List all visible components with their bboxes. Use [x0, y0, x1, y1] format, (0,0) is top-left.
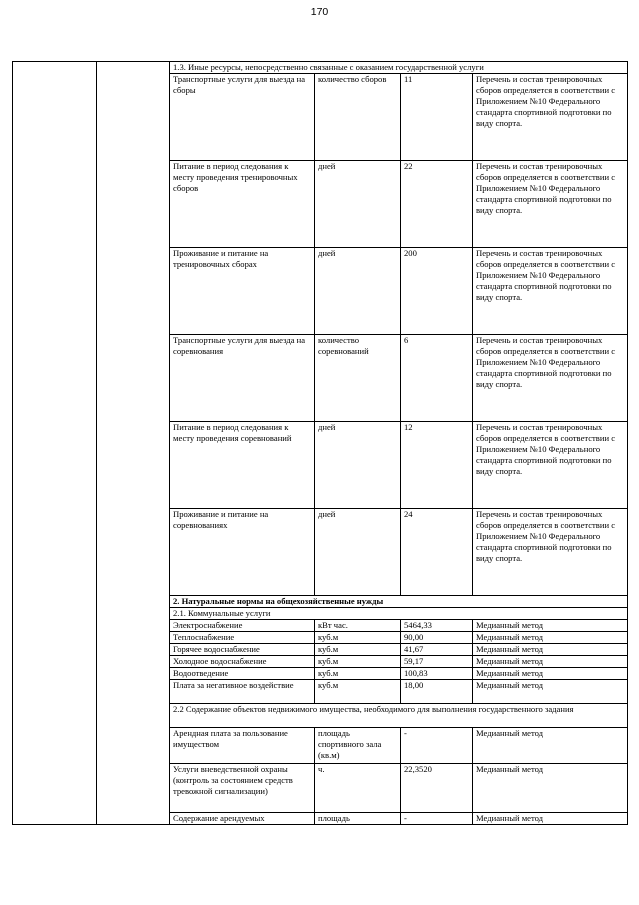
resource-value: 24 [401, 509, 473, 596]
property-unit: ч. [315, 764, 401, 813]
utility-method: Медианный метод [473, 668, 628, 680]
resource-value: 200 [401, 248, 473, 335]
property-unit: площадь спортивного зала (кв.м) [315, 728, 401, 764]
utility-method: Медианный метод [473, 620, 628, 632]
property-method: Медианный метод [473, 813, 628, 825]
utility-value: 18,00 [401, 680, 473, 704]
resource-unit: дней [315, 248, 401, 335]
utility-method: Медианный метод [473, 632, 628, 644]
resource-value: 6 [401, 335, 473, 422]
resource-method: Перечень и состав тренировочных сборов определяется в соответствии с Приложением №10 Федерального стандарта спортивной подготовки по виду спорта. [473, 509, 628, 596]
resource-unit: дней [315, 422, 401, 509]
resource-method: Перечень и состав тренировочных сборов определяется в соответствии с Приложением №10 Федерального стандарта спортивной подготовки по виду спорта. [473, 161, 628, 248]
utility-value: 90,00 [401, 632, 473, 644]
resource-unit: дней [315, 509, 401, 596]
resource-name: Проживание и питание на тренировочных сборах [170, 248, 315, 335]
property-name: Содержание арендуемых [170, 813, 315, 825]
utility-name: Плата за негативное воздействие [170, 680, 315, 704]
resource-value: 12 [401, 422, 473, 509]
property-value: - [401, 728, 473, 764]
page-number: 170 [310, 6, 329, 18]
property-method: Медианный метод [473, 764, 628, 813]
resource-name: Транспортные услуги для выезда на сборы [170, 74, 315, 161]
table-row [13, 62, 628, 74]
property-name: Услуги вневедственной охраны (контроль за состоянием средств тревожной сигнализации) [170, 764, 315, 813]
resource-method: Перечень и состав тренировочных сборов определяется в соответствии с Приложением №10 Федерального стандарта спортивной подготовки по виду спорта. [473, 422, 628, 509]
utility-unit: куб.м [315, 656, 401, 668]
utility-name: Холодное водоснабжение [170, 656, 315, 668]
utility-unit: куб.м [315, 632, 401, 644]
utility-method: Медианный метод [473, 680, 628, 704]
resource-unit: количество соревнований [315, 335, 401, 422]
utility-name: Электроснабжение [170, 620, 315, 632]
section-heading: 2.2 Содержание объектов недвижимого имущества, необходимого для выполнения государственного задания [170, 704, 628, 728]
resource-name: Питание в период следования к месту проведения тренировочных сборов [170, 161, 315, 248]
section-heading: 1.3. Иные ресурсы, непосредственно связанные с оказанием государственной услуги [170, 62, 628, 74]
norms-table [12, 61, 628, 825]
utility-unit: куб.м [315, 644, 401, 656]
resource-name: Проживание и питание на соревнованиях [170, 509, 315, 596]
property-unit: площадь [315, 813, 401, 825]
property-value: - [401, 813, 473, 825]
empty-column-1 [13, 62, 97, 825]
utility-unit: куб.м [315, 680, 401, 704]
utility-unit: куб.м [315, 668, 401, 680]
resource-method: Перечень и состав тренировочных сборов определяется в соответствии с Приложением №10 Федерального стандарта спортивной подготовки по виду спорта. [473, 248, 628, 335]
utility-name: Горячее водоснабжение [170, 644, 315, 656]
section-heading: 2.1. Коммунальные услуги [170, 608, 628, 620]
utility-value: 41,67 [401, 644, 473, 656]
utility-unit: кВт час. [315, 620, 401, 632]
resource-value: 22 [401, 161, 473, 248]
utility-method: Медианный метод [473, 644, 628, 656]
utility-method: Медианный метод [473, 656, 628, 668]
resource-unit: дней [315, 161, 401, 248]
utility-value: 59,17 [401, 656, 473, 668]
utility-value: 100,83 [401, 668, 473, 680]
property-method: Медианный метод [473, 728, 628, 764]
property-value: 22,3520 [401, 764, 473, 813]
resource-unit: количество сборов [315, 74, 401, 161]
utility-value: 5464,33 [401, 620, 473, 632]
empty-column-2 [97, 62, 170, 825]
resource-method: Перечень и состав тренировочных сборов определяется в соответствии с Приложением №10 Федерального стандарта спортивной подготовки по виду спорта. [473, 335, 628, 422]
utility-name: Водоотведение [170, 668, 315, 680]
section-heading: 2. Натуральные нормы на общехозяйственные нужды [170, 596, 628, 608]
utility-name: Теплоснабжение [170, 632, 315, 644]
resource-name: Питание в период следования к месту проведения соревнований [170, 422, 315, 509]
resource-value: 11 [401, 74, 473, 161]
property-name: Арендная плата за пользование имуществом [170, 728, 315, 764]
resource-name: Транспортные услуги для выезда на соревнования [170, 335, 315, 422]
resource-method: Перечень и состав тренировочных сборов определяется в соответствии с Приложением №10 Федерального стандарта спортивной подготовки по виду спорта. [473, 74, 628, 161]
